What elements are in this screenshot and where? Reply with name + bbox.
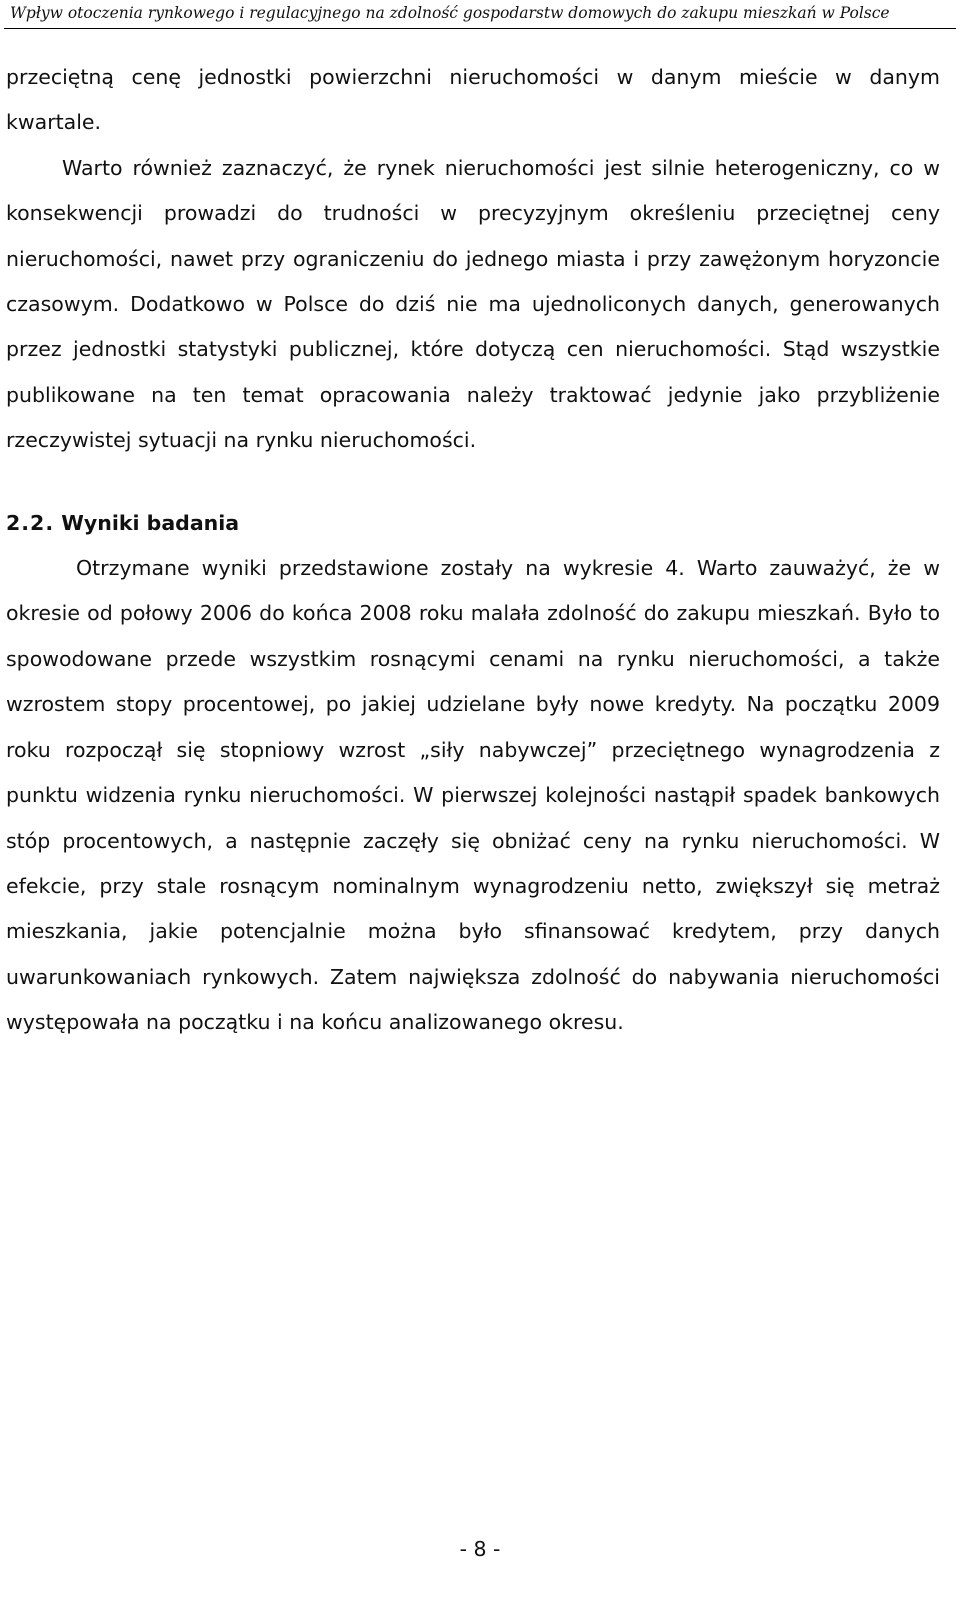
body-paragraph: Otrzymane wyniki przedstawione zostały na wykresie 4. Warto zauważyć, że w okresie od połowy 2006 do końca 2008 roku malała zdolność do zakupu mieszkań. Było to spowodowane przede wszystkim rosnącymi cenami na rynku nieruchomości, a także wzrostem stopy procentowej, po jakiej udzielane były nowe kredyty. Na początku 2009 roku rozpoczął się stopniowy wzrost „siły nabywczej” przeciętnego wynagrodzenia z punktu widzenia rynku nieruchomości. W pierwszej kolejności nastąpił spadek bankowych stóp procentowych, a następnie zaczęły się obniżać ceny na rynku nieruchomości. W efekcie, przy stale rosnącym nominalnym wynagrodzeniu netto, zwiększył się metraż mieszkania, jakie potencjalnie można było sfinansować kredytem, przy danych uwarunkowaniach rynkowych. Zatem największa zdolność do nabywania nieruchomości występowała na początku i na końcu analizowanego okresu. <box>6 556 940 1035</box>
section-number: 2.2. <box>6 510 55 535</box>
running-header-title: Wpływ otoczenia rynkowego i regulacyjnego na zdolność gospodarstw domowych do zakupu mieszkań w Polsce <box>10 4 890 22</box>
running-header <box>4 2 956 29</box>
page-number: - 8 - <box>459 1537 501 1561</box>
section-title: Wyniki badania <box>61 510 240 535</box>
page-content <box>6 55 940 1046</box>
continuation-paragraph: przeciętną cenę jednostki powierzchni nieruchomości w danym mieście w danym kwartale. <box>6 65 940 135</box>
body-paragraph: Warto również zaznaczyć, że rynek nieruchomości jest silnie heterogeniczny, co w konsekwencji prowadzi do trudności w precyzyjnym określeniu przeciętnej ceny nieruchomości, nawet przy ograniczeniu do jednego miasta i przy zawężonym horyzoncie czasowym. Dodatkowo w Polsce do dziś nie ma ujednoliconych danych, generowanych przez jednostki statystyki publicznej, które dotyczą cen nieruchomości. Stąd wszystkie publikowane na ten temat opracowania należy traktować jedynie jako przybliżenie rzeczywistej sytuacji na rynku nieruchomości. <box>6 155 940 453</box>
section-heading <box>6 501 940 546</box>
